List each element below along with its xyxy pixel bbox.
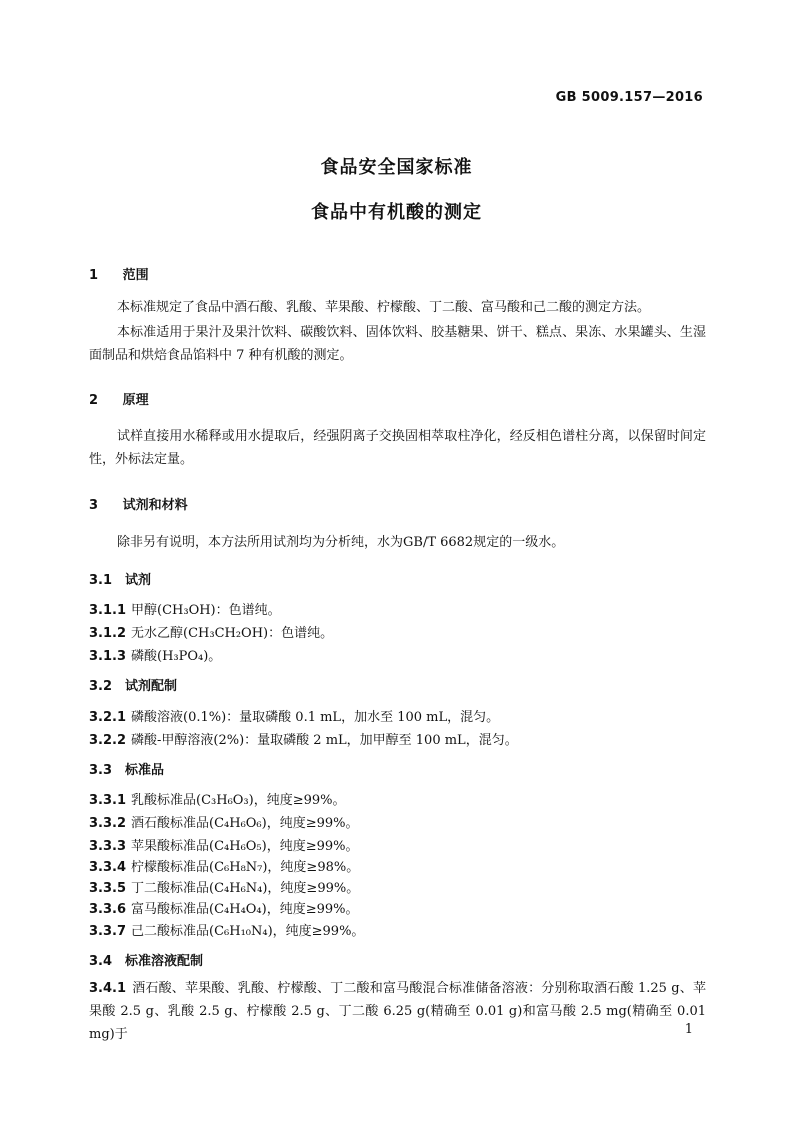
paragraph: 试样直接用水稀释或用水提取后，经强阴离子交换固相萃取柱净化，经反相色谱柱分离，以保留时间定性，外标法定量。 [89,429,706,467]
section-number: 1 [89,268,99,283]
item-number: 3.3.4 [89,860,127,875]
subsection-heading-3-3 [89,759,164,778]
item-text: 甲醇(CH₃OH)：色谱纯。 [131,603,281,618]
paragraph: 除非另有说明，本方法所用试剂均为分析纯，水为GB/T 6682规定的一级水。 [117,535,565,550]
item-text: 乳酸标准品(C₃H₆O₃)，纯度≥99%。 [131,793,346,808]
item-number: 3.3.6 [89,902,127,917]
list-item [89,877,359,896]
item-number: 3.4.1 [89,981,127,996]
subsection-heading-3-4 [89,950,203,969]
section-number: 3.4 [89,954,113,969]
item-number: 3.1.1 [89,603,127,618]
list-item [89,622,333,641]
list-item [89,706,499,725]
section-title: 试剂 [125,573,152,588]
item-text: 柠檬酸标准品(C₆H₈N₇)，纯度≥98%。 [131,860,360,875]
item-number: 3.1.3 [89,649,127,664]
list-item [89,977,706,1046]
section-heading-2 [89,389,149,408]
list-item [89,812,359,831]
item-text: 磷酸(H₃PO₄)。 [131,649,222,664]
section-title: 原理 [122,393,149,408]
item-number: 3.3.5 [89,881,127,896]
item-text: 苹果酸标准品(C₄H₆O₅)，纯度≥99%。 [131,839,359,854]
item-text: 酒石酸标准品(C₄H₆O₆)，纯度≥99%。 [131,816,359,831]
section-heading-3 [89,494,188,513]
item-text: 丁二酸标准品(C₄H₆N₄)，纯度≥99%。 [131,881,360,896]
subsection-heading-3-2 [89,675,177,694]
section-number: 3.2 [89,679,113,694]
item-text: 己二酸标准品(C₆H₁₀N₄)，纯度≥99%。 [131,924,365,939]
item-number: 3.3.2 [89,816,127,831]
list-item [89,599,281,618]
item-number: 3.3.3 [89,839,127,854]
item-number: 3.2.1 [89,710,127,725]
document-title: 食品安全国家标准 [320,157,473,178]
paragraph: 本标准适用于果汁及果汁饮料、碳酸饮料、固体饮料、胶基糖果、饼干、糕点、果冻、水果罐头、生湿面制品和烘焙食品馅料中 7 种有机酸的测定。 [89,325,706,363]
item-number: 3.3.1 [89,793,127,808]
list-item [89,789,346,808]
section-title: 标准溶液配制 [125,954,204,969]
item-number: 3.3.7 [89,924,127,939]
section-heading-1 [89,264,149,283]
item-text: 酒石酸、苹果酸、乳酸、柠檬酸、丁二酸和富马酸混合标准储备溶液：分别称取酒石酸 1.25 g、苹果酸 2.5 g、乳酸 2.5 g、柠檬酸 2.5 g、丁二酸 6.25 g(精确至 0.01 g)和富马酸 2.5 mg(精确至 0.01 mg)于 [89,981,706,1042]
section-number: 2 [89,393,99,408]
item-text: 磷酸-甲醇溶液(2%)：量取磷酸 2 mL，加甲醇至 100 mL，混匀。 [131,733,518,748]
section-title: 标准品 [125,763,165,778]
paragraph: 本标准规定了食品中酒石酸、乳酸、苹果酸、柠檬酸、丁二酸、富马酸和己二酸的测定方法。 [117,300,651,315]
standard-number: GB 5009.157—2016 [555,90,703,105]
item-text: 磷酸溶液(0.1%)：量取磷酸 0.1 mL，加水至 100 mL，混匀。 [131,710,500,725]
list-item [89,920,364,939]
section-title: 试剂和材料 [122,498,188,513]
subsection-heading-3-1 [89,569,151,588]
document-subtitle: 食品中有机酸的测定 [311,202,482,223]
section-number: 3.1 [89,573,113,588]
list-item [89,729,518,748]
item-number: 3.1.2 [89,626,127,641]
list-item [89,835,359,854]
item-text: 富马酸标准品(C₄H₄O₄)，纯度≥99%。 [131,902,359,917]
section-title: 范围 [122,268,149,283]
list-item [89,856,359,875]
item-text: 无水乙醇(CH₃CH₂OH)：色谱纯。 [131,626,334,641]
section-number: 3.3 [89,763,113,778]
section-title: 试剂配制 [125,679,178,694]
section-number: 3 [89,498,99,513]
item-number: 3.2.2 [89,733,127,748]
page-number: 1 [684,1022,693,1037]
list-item [89,898,359,917]
list-item [89,645,221,664]
